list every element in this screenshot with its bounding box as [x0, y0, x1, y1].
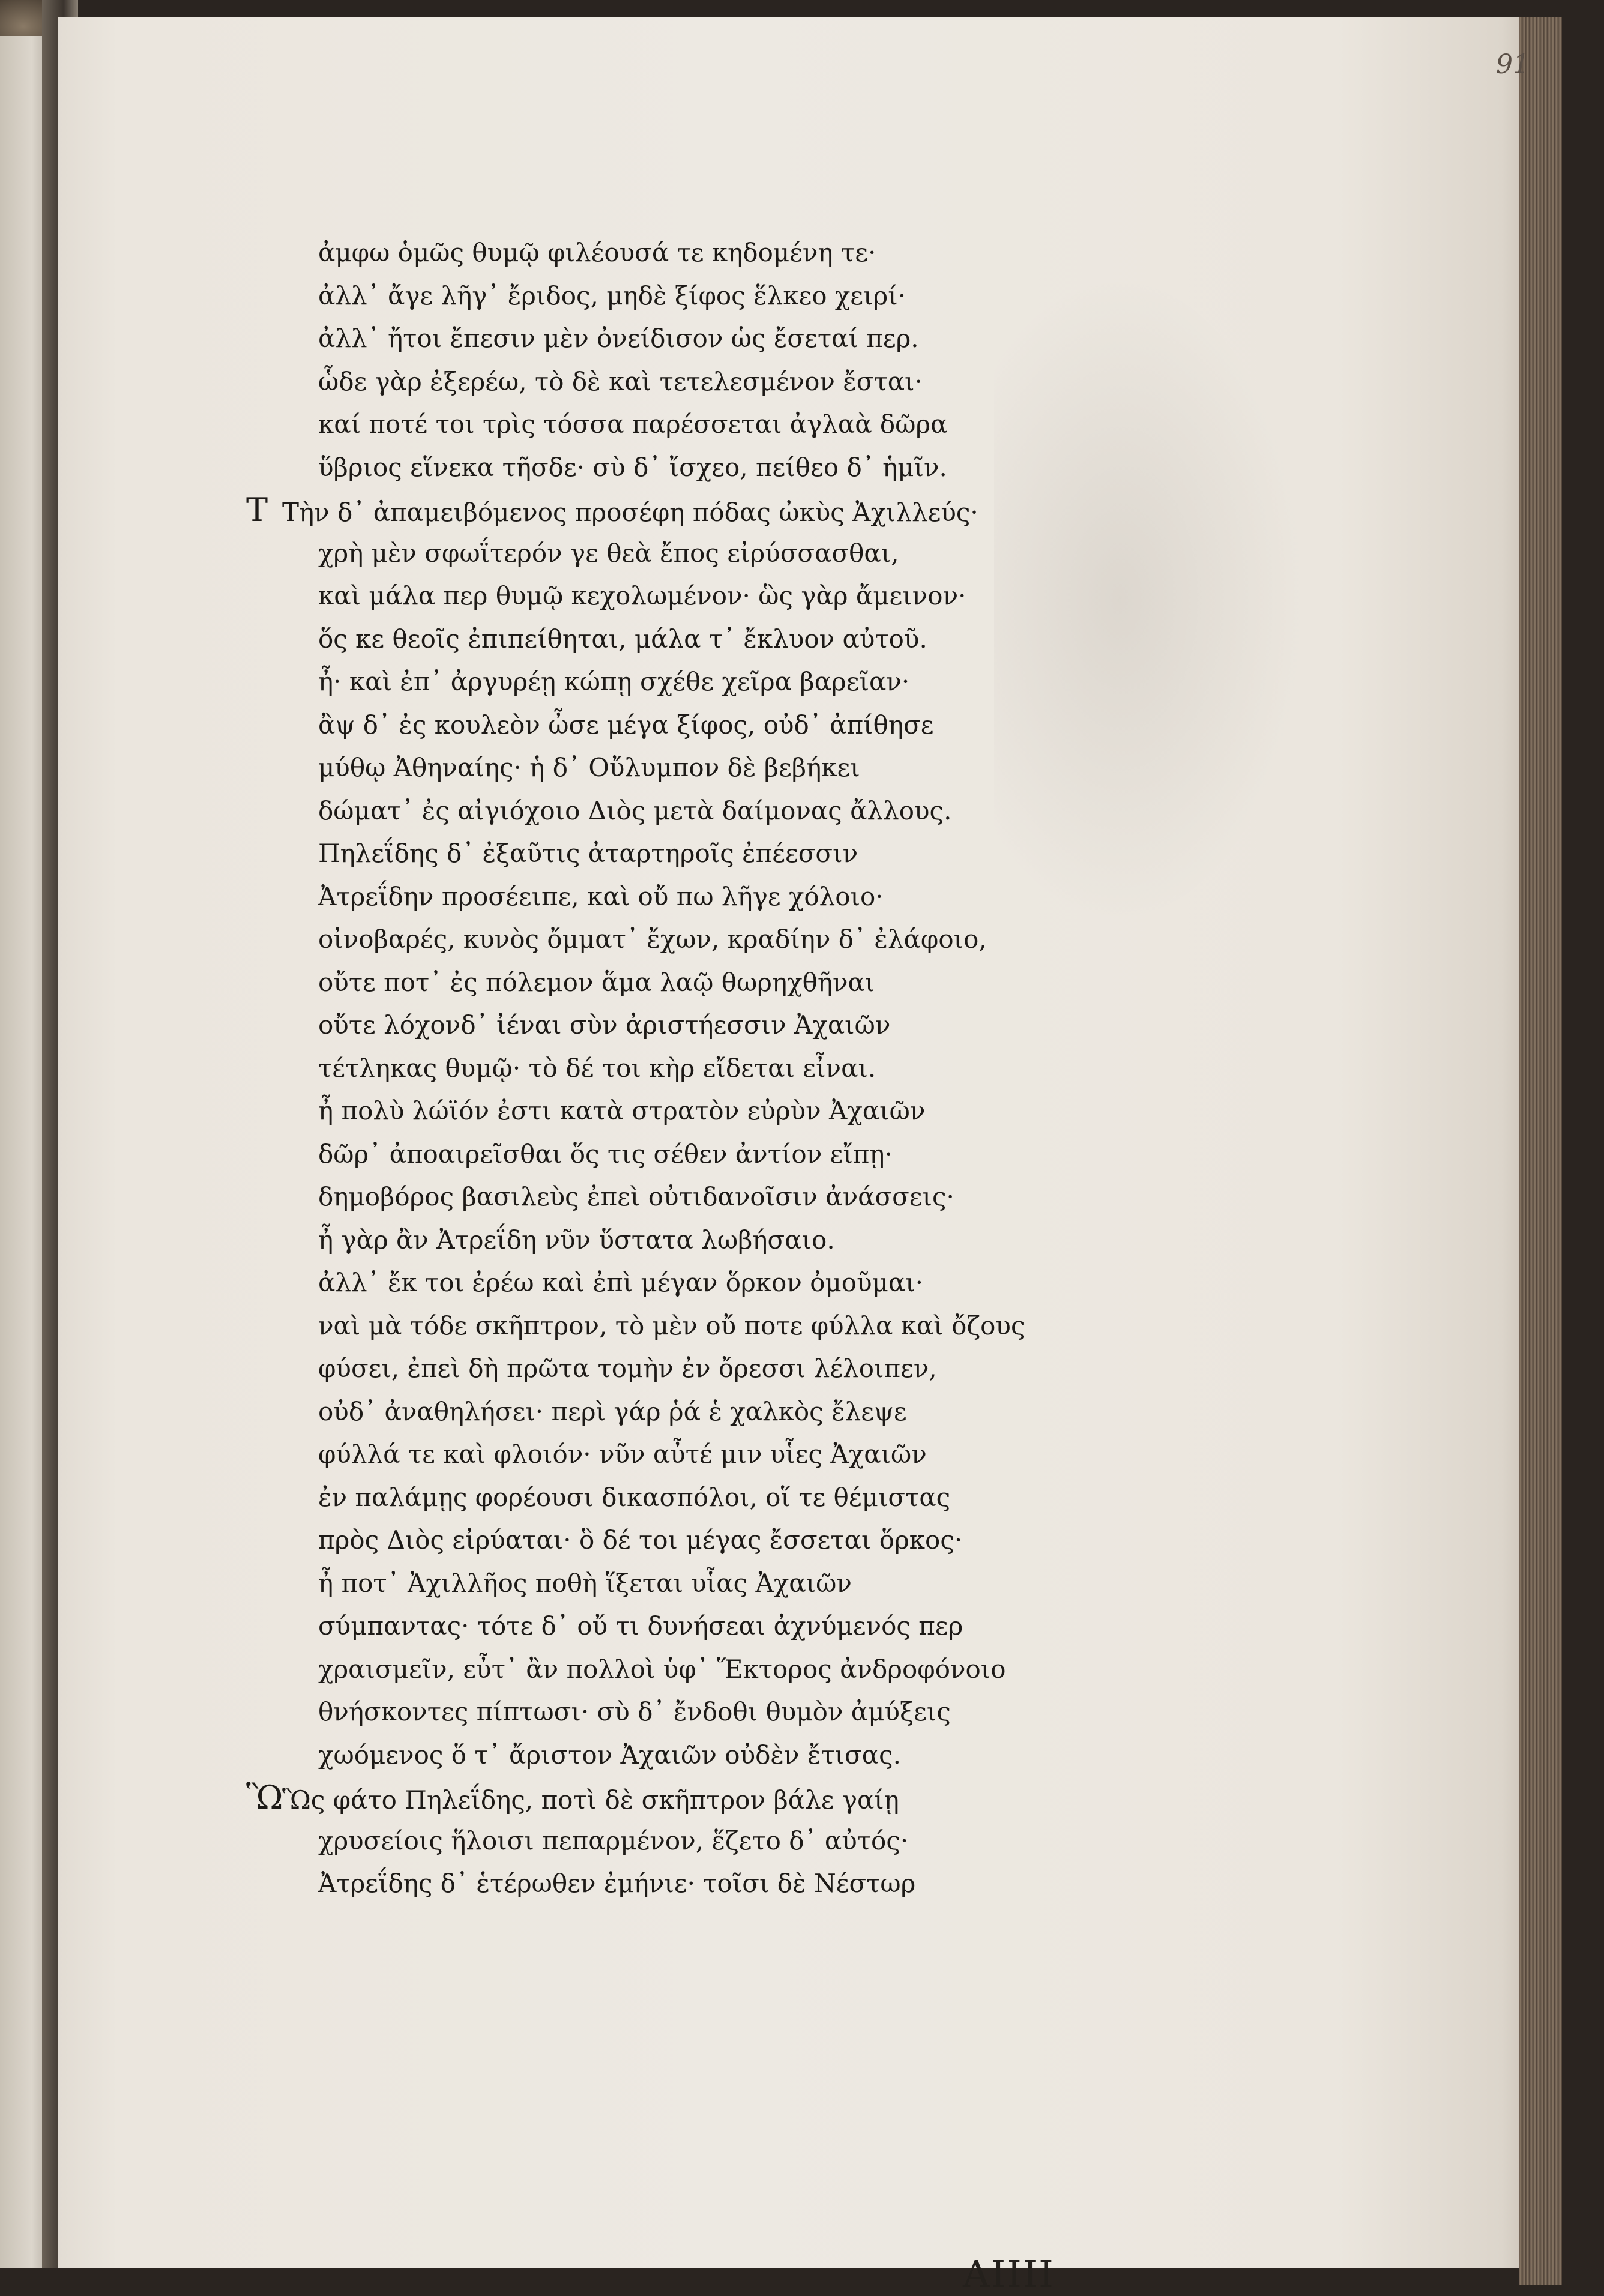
- text-line: [282, 1133, 1063, 1176]
- line-text: οὔτε ποτ᾽ ἐς πόλεμον ἅμα λαῷ θωρηχθῆναι: [318, 967, 875, 997]
- text-line: [282, 1175, 1063, 1219]
- text-line: [246, 1776, 1063, 1819]
- text-line: [282, 403, 1063, 446]
- text-line: [282, 1562, 1063, 1605]
- text-line: [282, 1347, 1063, 1390]
- text-line: [282, 574, 1063, 618]
- quire-signature: AIIII: [963, 2252, 1055, 2296]
- line-text: ἦ· καὶ ἐπ᾽ ἀργυρέῃ κώπῃ σχέθε χεῖρα βαρεῖαν·: [318, 667, 910, 696]
- line-text: Τὴν δ᾽ ἀπαμειβόμενος προσέφη πόδας ὠκὺς Ἀχιλλεύς·: [282, 498, 978, 527]
- text-line: [282, 1519, 1063, 1562]
- text-line: [282, 918, 1063, 961]
- text-line: [282, 746, 1063, 789]
- line-text: ἦ πολὺ λώϊόν ἐστι κατὰ στρατὸν εὐρὺν Ἀχαιῶν: [318, 1096, 926, 1125]
- line-text: τέτληκας θυμῷ· τὸ δέ τοι κὴρ εἴδεται εἶναι.: [318, 1053, 876, 1083]
- folio-number: 91: [1496, 49, 1530, 80]
- text-line: [282, 832, 1063, 875]
- text-line: [282, 789, 1063, 833]
- line-text: χρὴ μὲν σφωΐτερόν γε θεὰ ἔπος εἰρύσσασθαι,: [318, 538, 899, 568]
- line-text: ἀλλ᾽ ἤτοι ἔπεσιν μὲν ὀνείδισον ὡς ἔσεταί περ.: [318, 324, 919, 353]
- text-line: [246, 489, 1063, 532]
- text-line: [282, 1390, 1063, 1433]
- text-line: [282, 1734, 1063, 1777]
- line-text: οὐδ᾽ ἀναθηλήσει· περὶ γάρ ῥά ἑ χαλκὸς ἔλεψε: [318, 1396, 907, 1426]
- line-text: δῶρ᾽ ἀποαιρεῖσθαι ὅς τις σέθεν ἀντίον εἴπῃ·: [318, 1139, 893, 1169]
- text-line: [282, 532, 1063, 575]
- text-line: [282, 317, 1063, 360]
- text-line: [282, 1604, 1063, 1648]
- initial-letter: Τ: [246, 491, 268, 529]
- line-text: ὅς κε θεοῖς ἐπιπείθηται, μάλα τ᾽ ἔκλυον αὐτοῦ.: [318, 624, 927, 654]
- line-text: φύλλά τε καὶ φλοιόν· νῦν αὖτέ μιν υἷες Ἀχαιῶν: [318, 1439, 927, 1469]
- greek-text-block: [246, 231, 1063, 1905]
- line-text: ὕβριος εἵνεκα τῆσδε· σὺ δ᾽ ἴσχεο, πείθεο δ᾽ ἡμῖν.: [318, 452, 947, 482]
- page-fore-edge: [1519, 17, 1562, 2285]
- text-line: [282, 961, 1063, 1004]
- line-text: πρὸς Διὸς εἰρύαται· ὃ δέ τοι μέγας ἔσσεται ὅρκος·: [318, 1525, 963, 1555]
- text-line: [282, 360, 1063, 403]
- text-line: [282, 1047, 1063, 1090]
- line-text: ἐν παλάμῃς φορέουσι δικασπόλοι, οἵ τε θέμιστας: [318, 1482, 951, 1512]
- line-text: ναὶ μὰ τόδε σκῆπτρον, τὸ μὲν οὔ ποτε φύλλα καὶ ὄζους: [318, 1310, 1025, 1340]
- initial-letter: Ὣ: [246, 1779, 283, 1816]
- text-line: [282, 660, 1063, 704]
- text-line: [282, 1219, 1063, 1262]
- text-line: [282, 1690, 1063, 1734]
- text-line: [282, 1261, 1063, 1304]
- line-text: δώματ᾽ ἐς αἰγιόχοιο Διὸς μετὰ δαίμονας ἄλλους.: [318, 795, 952, 825]
- text-line: [282, 1648, 1063, 1691]
- line-text: σύμπαντας· τότε δ᾽ οὔ τι δυνήσεαι ἀχνύμενός περ: [318, 1611, 963, 1641]
- text-line: [282, 1433, 1063, 1476]
- line-text: Ὣς φάτο Πηλεΐδης, ποτὶ δὲ σκῆπτρον βάλε γαίῃ: [282, 1785, 899, 1815]
- text-line: [282, 274, 1063, 318]
- line-text: Ἀτρεΐδης δ᾽ ἑτέρωθεν ἐμήνιε· τοῖσι δὲ Νέστωρ: [318, 1869, 916, 1898]
- line-text: καί ποτέ τοι τρὶς τόσσα παρέσσεται ἀγλαὰ δῶρα: [318, 409, 948, 439]
- line-text: ἀλλ᾽ ἔκ τοι ἐρέω καὶ ἐπὶ μέγαν ὅρκον ὀμοῦμαι·: [318, 1268, 924, 1297]
- line-text: ἀλλ᾽ ἄγε λῆγ᾽ ἔριδος, μηδὲ ξίφος ἕλκεο χειρί·: [318, 280, 906, 310]
- line-text: χρυσείοις ἥλοισι πεπαρμένον, ἕζετο δ᾽ αὐτός·: [318, 1825, 909, 1855]
- line-text: ἂψ δ᾽ ἐς κουλεὸν ὦσε μέγα ξίφος, οὐδ᾽ ἀπίθησε: [318, 710, 934, 740]
- line-text: δημοβόρος βασιλεὺς ἐπεὶ οὐτιδανοῖσιν ἀνάσσεις·: [318, 1182, 954, 1211]
- text-line: [282, 231, 1063, 274]
- line-text: Πηλεΐδης δ᾽ ἐξαῦτις ἀταρτηροῖς ἐπέεσσιν: [318, 839, 858, 868]
- text-line: [282, 446, 1063, 489]
- line-text: θνήσκοντες πίπτωσι· σὺ δ᾽ ἔνδοθι θυμὸν ἀμύξεις: [318, 1697, 951, 1726]
- line-text: φύσει, ἐπεὶ δὴ πρῶτα τομὴν ἐν ὄρεσσι λέλοιπεν,: [318, 1354, 937, 1383]
- text-line: [282, 618, 1063, 661]
- line-text: Ἀτρεΐδην προσέειπε, καὶ οὔ πω λῆγε χόλοιο·: [318, 881, 884, 911]
- text-line: [282, 704, 1063, 747]
- line-text: ἦ ποτ᾽ Ἀχιλλῆος ποθὴ ἵξεται υἷας Ἀχαιῶν: [318, 1568, 852, 1598]
- text-line: [282, 1476, 1063, 1519]
- line-text: καὶ μάλα περ θυμῷ κεχολωμένον· ὣς γὰρ ἄμεινον·: [318, 581, 966, 610]
- line-text: μύθῳ Ἀθηναίης· ἡ δ᾽ Οὔλυμπον δὲ βεβήκει: [318, 753, 860, 782]
- line-text: οἰνοβαρές, κυνὸς ὄμματ᾽ ἔχων, κραδίην δ᾽ ἐλάφοιο,: [318, 924, 987, 954]
- line-text: ὧδε γὰρ ἐξερέω, τὸ δὲ καὶ τετελεσμένον ἔσται·: [318, 366, 923, 396]
- text-line: [282, 875, 1063, 918]
- text-line: [282, 1004, 1063, 1047]
- line-text: χωόμενος ὅ τ᾽ ἄριστον Ἀχαιῶν οὐδὲν ἔτισας.: [318, 1740, 901, 1770]
- text-line: [282, 1304, 1063, 1348]
- text-line: [282, 1089, 1063, 1133]
- line-text: ἦ γὰρ ἂν Ἀτρεΐδη νῦν ὕστατα λωβήσαιο.: [318, 1225, 835, 1255]
- text-line: [282, 1862, 1063, 1905]
- line-text: ἀμφω ὁμῶς θυμῷ φιλέουσά τε κηδομένη τε·: [318, 238, 876, 267]
- line-text: οὔτε λόχονδ᾽ ἰέναι σὺν ἀριστήεσσιν Ἀχαιῶν: [318, 1010, 891, 1040]
- line-text: χραισμεῖν, εὖτ᾽ ἂν πολλοὶ ὑφ᾽ Ἕκτορος ἀνδροφόνοιο: [318, 1654, 1006, 1684]
- text-line: [282, 1819, 1063, 1863]
